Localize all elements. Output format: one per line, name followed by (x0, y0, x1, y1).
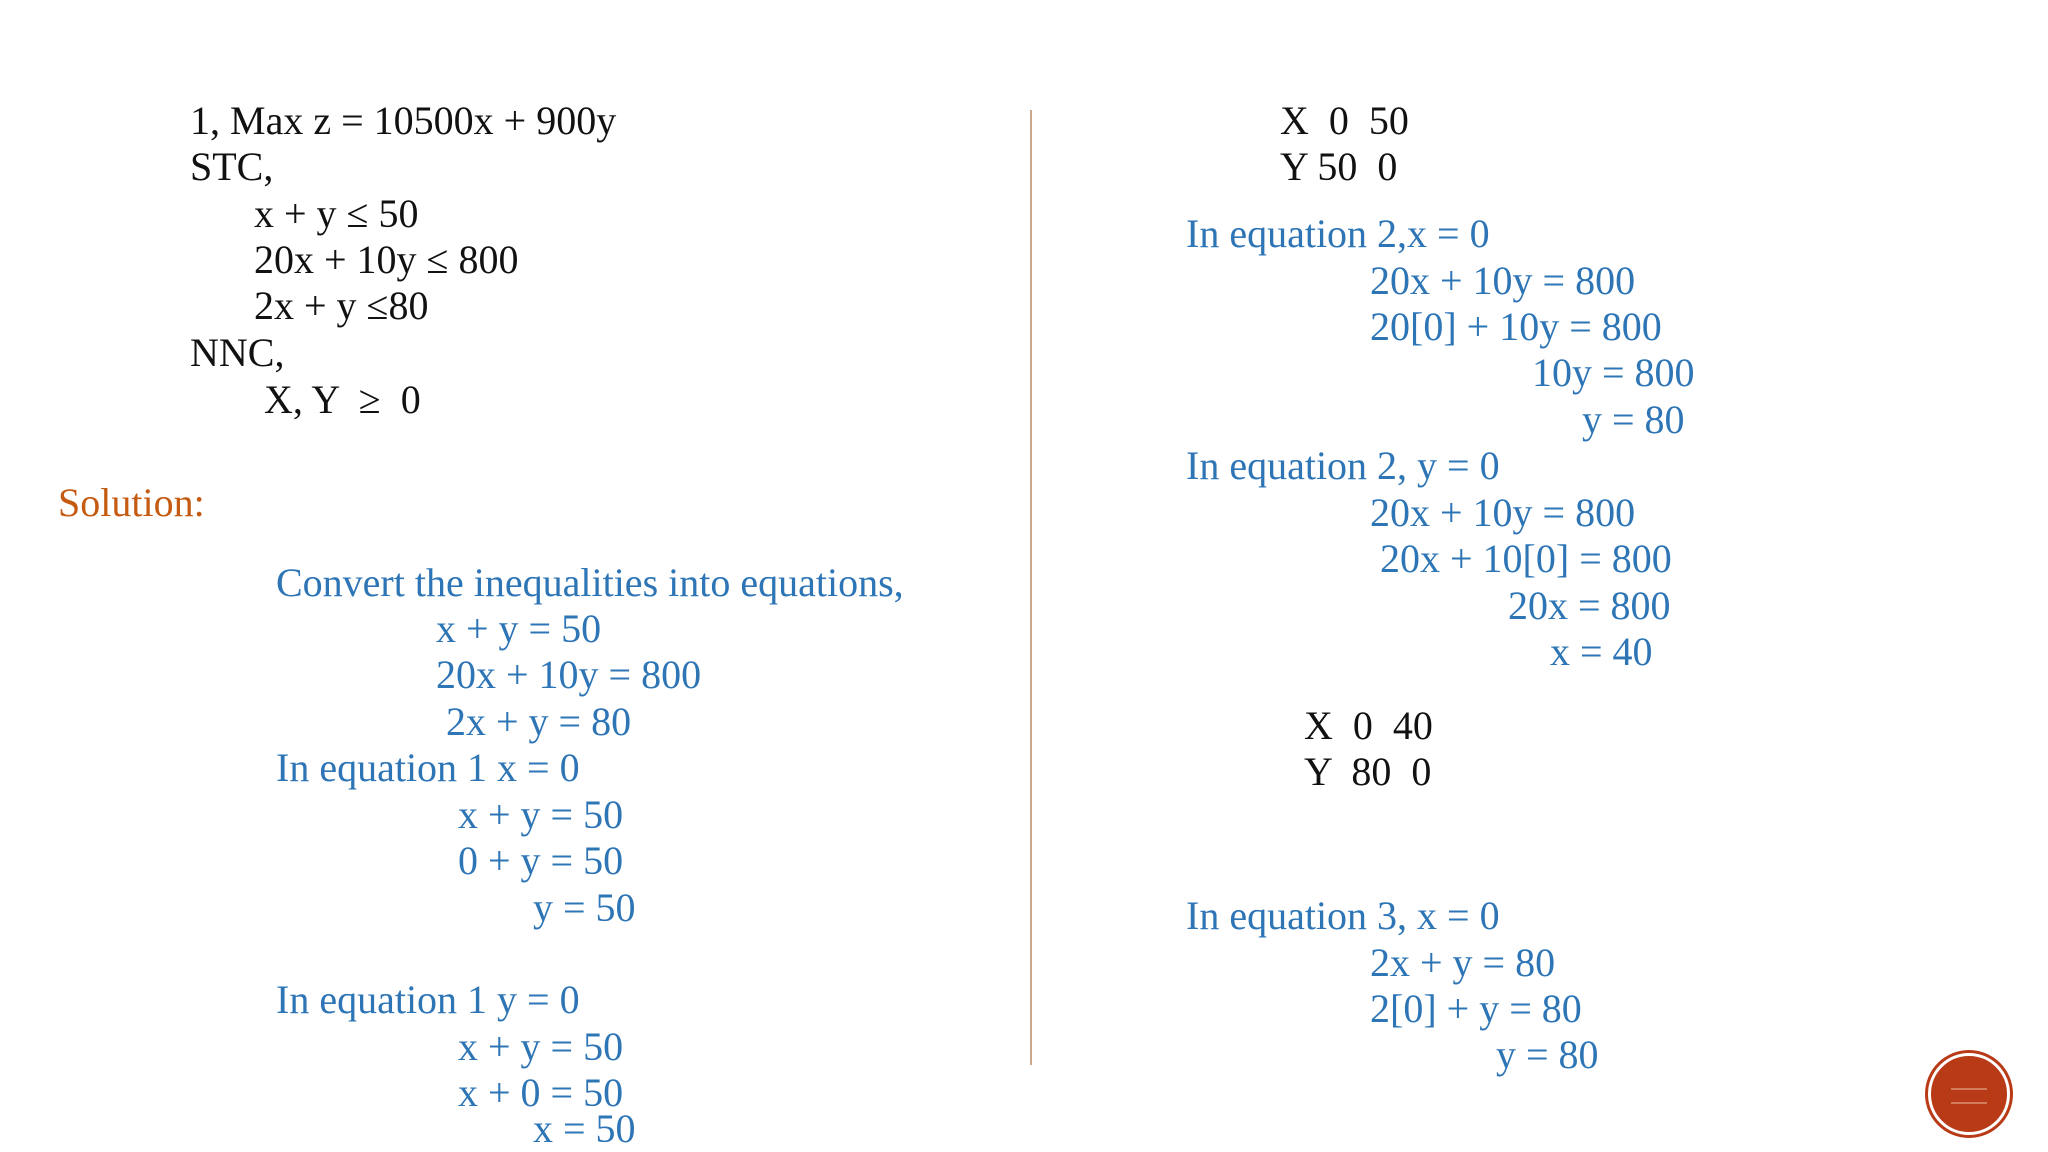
constraint-2: 20x + 10y ≤ 800 (254, 237, 519, 282)
equation-3: 2x + y = 80 (436, 699, 632, 744)
eq3-x0-heading: In equation 3, x = 0 (1186, 893, 1500, 938)
eq2-y0-line-1: 20x + 10y = 800 (1370, 490, 1636, 535)
table1-row-y: Y 50 0 (1280, 144, 1398, 189)
eq1-y0-line-3: x = 50 (533, 1106, 636, 1151)
eq2-y0-line-2: 20x + 10[0] = 800 (1380, 536, 1672, 581)
badge-mark-icon (1951, 1088, 1987, 1104)
nnc-condition: X, Y ≥ 0 (264, 377, 421, 422)
table2-row-x: X 0 40 (1304, 703, 1433, 748)
eq2-x0-line-3: 10y = 800 (1532, 350, 1695, 395)
table1-row-x: X 0 50 (1280, 98, 1409, 143)
convert-heading: Convert the inequalities into equations, (276, 560, 904, 605)
table2-row-y: Y 80 0 (1304, 749, 1432, 794)
eq2-y0-heading: In equation 2, y = 0 (1186, 443, 1500, 488)
eq3-x0-line-3: y = 80 (1496, 1032, 1599, 1077)
eq1-x0-line-3: y = 50 (533, 885, 636, 930)
stc-label: STC, (190, 144, 274, 189)
eq1-y0-line-2: x + 0 = 50 (458, 1070, 624, 1115)
eq1-y0-heading: In equation 1 y = 0 (276, 977, 580, 1022)
eq2-x0-line-4: y = 80 (1582, 397, 1685, 442)
eq2-y0-line-4: x = 40 (1550, 629, 1653, 674)
slide-badge-icon (1928, 1053, 2010, 1135)
eq1-x0-line-1: x + y = 50 (458, 792, 624, 837)
solution-label: Solution: (58, 480, 205, 525)
equation-2: 20x + 10y = 800 (436, 652, 702, 697)
eq1-x0-heading: In equation 1 x = 0 (276, 745, 580, 790)
eq2-x0-heading: In equation 2,x = 0 (1186, 211, 1490, 256)
eq3-x0-line-2: 2[0] + y = 80 (1370, 986, 1582, 1031)
column-divider (1030, 110, 1032, 1065)
eq2-x0-line-2: 20[0] + 10y = 800 (1370, 304, 1662, 349)
constraint-1: x + y ≤ 50 (254, 191, 419, 236)
constraint-3: 2x + y ≤80 (254, 283, 429, 328)
eq2-y0-line-3: 20x = 800 (1508, 583, 1671, 628)
eq1-y0-line-1: x + y = 50 (458, 1024, 624, 1069)
eq1-x0-line-2: 0 + y = 50 (458, 838, 624, 883)
objective-function: 1, Max z = 10500x + 900y (190, 98, 617, 143)
eq3-x0-line-1: 2x + y = 80 (1370, 940, 1556, 985)
equation-1: x + y = 50 (436, 606, 602, 651)
nnc-label: NNC, (190, 330, 285, 375)
eq2-x0-line-1: 20x + 10y = 800 (1370, 258, 1636, 303)
